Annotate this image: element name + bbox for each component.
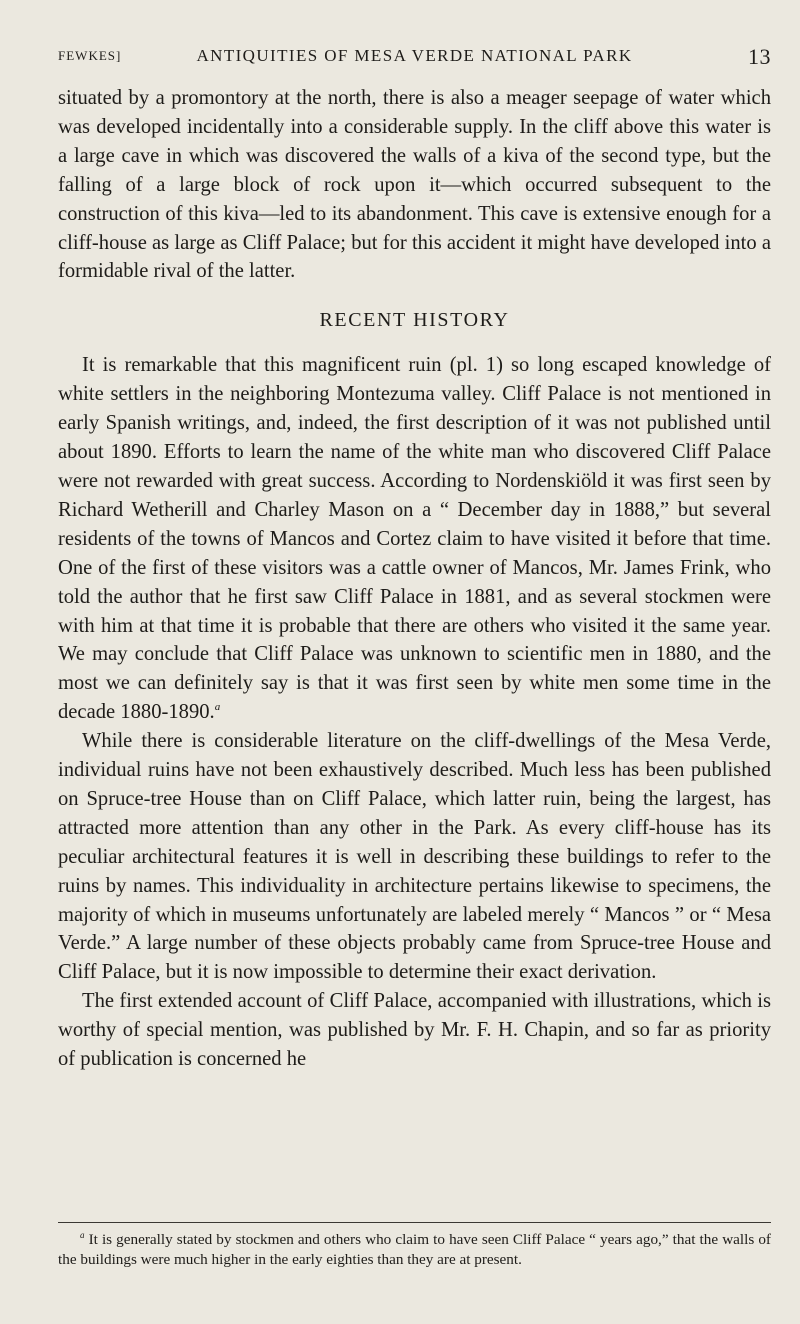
footnote-divider	[58, 1222, 771, 1223]
section-heading: RECENT HISTORY	[319, 309, 510, 332]
footnote-mark: a	[80, 1229, 85, 1240]
paragraph-recent-history-3: The first extended account of Cliff Palace, accompanied with illustrations, which is worthy of special mention, was published by Mr. F. H. Chapin, and so far as priority of publication is concerned he	[58, 990, 771, 1071]
paragraph-text: It is remarkable that this magnificent ruin (pl. 1) so long escaped knowledge of white settlers in the neighboring Montezuma valley. Cliff Palace is not mentioned in early Spanish writings, and, indeed, the first description of it was not published until about 1890. Efforts to learn the name of the white man who discovered Cliff Palace were not rewarded with great success. According to Nordenskiöld it was first seen by Richard Wetherill and Charley Mason on a “ December day in 1888,” but several residents of the towns of Mancos and Cortez claim to have visited it before that time. One of the first of these visitors was a cattle owner of Mancos, Mr. James Frink, who told the author that he first saw Cliff Palace in 1881, and as several stockmen were with him at that time it is probable that there are others who visited it the same year. We may conclude that Cliff Palace was unknown to scientific men in 1880, and the most we can definitely say is that it was first seen by white men some time in the decade 1880-1890.	[58, 354, 771, 724]
footnote-reference[interactable]: a	[214, 701, 221, 714]
footnote	[58, 1230, 771, 1270]
paragraph-recent-history-1	[58, 351, 771, 727]
running-head-title: ANTIQUITIES OF MESA VERDE NATIONAL PARK	[196, 46, 633, 65]
body-text	[58, 84, 771, 1074]
page-number: 13	[748, 44, 771, 69]
running-head-author: FEWKES]	[58, 48, 122, 63]
paragraph-continued: situated by a promontory at the north, there is also a meager seepage of water which was developed incidentally into a considerable supply. In the cliff above this water is a large cave in which was discovered the walls of a kiva of the second type, but the falling of a large block of rock upon it—which occurred subsequent to the construction of this kiva—led to its abandonment. This cave is extensive enough for a cliff-house as large as Cliff Palace; but for this accident it might have developed into a formidable rival of the latter.	[58, 87, 771, 283]
footnotes	[58, 1230, 771, 1270]
footnote-text: It is generally stated by stockmen and others who claim to have seen Cliff Palace “ years ago,” that the walls of the buildings were much higher in the early eighties than they are at present.	[58, 1231, 771, 1268]
running-head	[58, 44, 771, 74]
paragraph-recent-history-2: While there is considerable literature on the cliff-dwellings of the Mesa Verde, individual ruins have not been exhaustively described. Much less has been published on Spruce-tree House than on Cliff Palace, which latter ruin, being the largest, has attracted more attention than any other in the Park. As every cliff-house has its peculiar architectural features it is well in describing these buildings to refer to the ruins by names. This individuality in architecture pertains likewise to specimens, the majority of which in museums unfortunately are labeled merely “ Mancos ” or “ Mesa Verde.” A large number of these objects probably came from Spruce-tree House and Cliff Palace, but it is now impossible to determine their exact derivation.	[58, 730, 771, 984]
